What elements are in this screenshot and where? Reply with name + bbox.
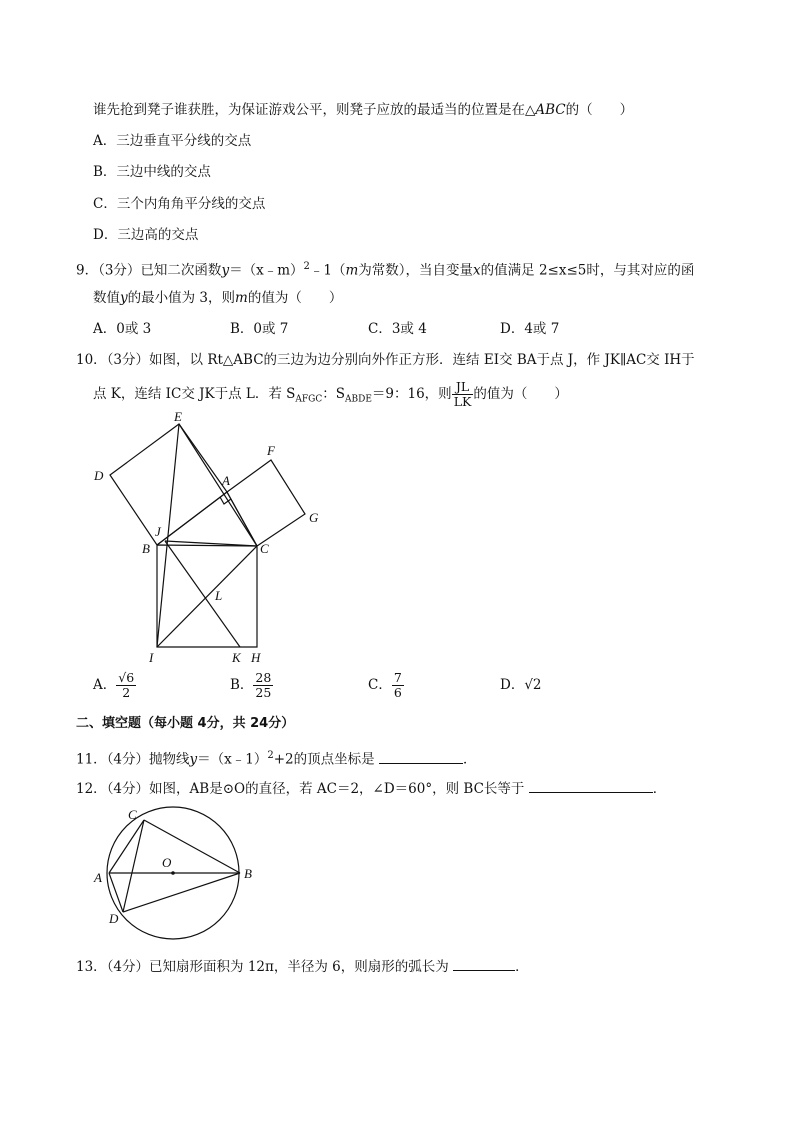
label-a: A: [222, 473, 230, 488]
q8-option-a: A．三边垂直平分线的交点: [93, 133, 252, 149]
q8-option-b: B．三边中线的交点: [93, 164, 211, 180]
q10-line2: 点 K，连结 IC交 JK于点 L．若 $S_{AFGC}$：$S_{ABDE}=9$：16，则 $\frac{JL}{LK}$ 的值为（ ）: [93, 379, 568, 409]
q8-stem-end: 的（ ）: [565, 102, 634, 118]
chord-cb: [144, 820, 240, 873]
q12-figure: [90, 805, 265, 945]
q11-line: 11．（4分）抛物线y＝（x﹣1）$^2$+2的顶点坐标是 ．: [76, 750, 477, 768]
label-g: G: [309, 510, 319, 525]
q9-option-b: B．0或 7: [230, 321, 289, 337]
q10-option-a: A． $\frac{√6}{2}$: [93, 670, 135, 700]
center-dot: [171, 871, 175, 875]
q10-ratio-fraction: $\frac{JL}{LK}$: [453, 379, 472, 409]
q9-line1: 9．（3分）已知二次函数y＝（x﹣m）$^2$﹣1（m为常数），当自变量x的值满足 2≤x≤5时，与其对应的函: [76, 261, 695, 279]
label-j: J: [155, 524, 161, 539]
label-k: K: [232, 650, 241, 665]
q10-option-c: C． $\frac{7}{6}$: [368, 670, 402, 700]
q9-option-c: C．3或 4: [368, 321, 427, 337]
q8-stem-abc: ABC: [535, 102, 566, 118]
label-b: B: [142, 541, 150, 556]
q13-line: 13．（4分）已知扇形面积为 12π，半径为 6，则扇形的弧长为 ．: [76, 956, 529, 976]
q8-option-d: D．三边高的交点: [93, 227, 199, 243]
label-c: C: [128, 807, 137, 822]
q9-option-d: D．4或 7: [500, 321, 560, 337]
q10-option-b: B． $\frac{28}{25}$: [230, 670, 272, 700]
q8-stem: [93, 101, 633, 119]
label-e: E: [174, 410, 182, 424]
q11-answer-blank[interactable]: [379, 749, 463, 764]
chord-ac: [109, 820, 144, 873]
segment-eh: [179, 424, 257, 546]
chord-cd: [123, 820, 144, 912]
q10-line1: 10．（3分）如图，以 Rt△ABC的三边为边分别向外作正方形．连结 EI交 BA于点 J，作 JK∥AC交 IH于: [76, 352, 695, 368]
section-heading: 二、填空题（每小题 4分，共 24分）: [76, 716, 295, 731]
label-o: O: [162, 855, 172, 870]
chord-db: [123, 873, 240, 912]
q9-line2: 数值y的最小值为 3，则m的值为（ ）: [93, 290, 343, 306]
label-d: D: [94, 468, 104, 483]
label-l: L: [215, 588, 223, 603]
q8-stem-text: 谁先抢到凳子谁获胜，为保证游戏公平，则凳子应放的最适当的位置是在△: [93, 102, 536, 118]
label-a: A: [94, 870, 102, 885]
q12-answer-blank[interactable]: [529, 778, 653, 793]
segment-jk: [165, 541, 240, 647]
label-d: D: [109, 911, 119, 926]
q9-option-a: A．0或 3: [93, 321, 152, 337]
q10-option-d: D．√2: [500, 677, 542, 693]
segment-ic: [157, 546, 257, 647]
q12-line: 12．（4分）如图，AB是⊙O的直径，若 AC＝2，∠D＝60°，则 BC长等于 ．: [76, 778, 666, 798]
label-f: F: [267, 443, 275, 458]
square-afgc: [227, 460, 305, 546]
label-h: H: [251, 650, 261, 665]
label-c: C: [260, 541, 269, 556]
label-i: I: [149, 650, 154, 665]
label-b: B: [244, 866, 252, 881]
q13-answer-blank[interactable]: [453, 956, 515, 971]
q10-figure: [85, 410, 335, 670]
q8-option-c: C．三个内角角平分线的交点: [93, 196, 266, 212]
